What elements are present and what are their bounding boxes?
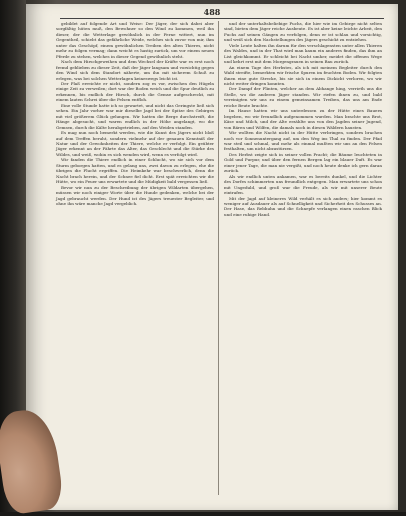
page-number: 488 [203,7,221,17]
book-page [26,4,398,510]
paragraph: Viele Leute halten ihn darum für den verschlagensten unter allen Thieren des Waldes, und in der That wird man kaum ein anderes finden, das ihm an List gleichkommt. Er schleicht bei Nacht umher, meidet die offenen Wege und kehrt erst mit dem Morgengrauen in seinen Bau zurück. [224,42,382,65]
paragraph: und der unterhaltsbeliebige Fuchs, die hier wie im Gebirge nicht selten sind, bieten dem Jäger reiche Ausbeute. Es ist aber keine leichte Arbeit, den Fuchs auf seinen Gängen zu verfolgen, denn er ist schlau und vorsichtig, und weiß sich den Nachstellungen des Jägers geschickt zu entziehen. [224,21,382,43]
paragraph: Wir fanden die Thiere endlich in einer Schlucht, wo sie sich vor dem Sturm geborgen hatten, und es gelang uns, zwei davon zu erlegen, ehe die übrigen die Flucht ergriffen. Die Heimkehr war beschwerlich, denn die Nacht brach herein, und der Schnee fiel dicht. Erst spät erreichten wir die Hütte, wo ein Feuer uns erwartete und die Müdigkeit bald vergessen ließ. [56,157,214,185]
left-column [56,21,214,206]
paragraph: Der Plaß erreichte er nicht, sondern zog es vor, zwischen den Hügeln einige Zeit zu verweilen; dort war der Boden weich und die Spur deutlich zu erkennen, bis endlich der Hirsch, durch die Gemse aufgeschreckt, mit einem lauten Schrei über die Felsen entfloh. [56,80,214,103]
paragraph: Es mag nun noch bemerkt werden, wie die Kunst des Jägers nicht bloß auf dem Treffen beruht, sondern vielmehr auf der genauen Kenntniß der Natur und der Gewohnheiten der Thiere, welche er verfolgt. Ein geübter Jäger erkennt an der Fährte das Alter, das Geschlecht und die Stärke des Wildes, und weiß, wohin es sich wenden wird, wenn es verfolgt wird. [56,130,214,157]
paragraph: Bevor wir nun zu der Beschreibung der übrigen Wildarten übergehen, müssen wir noch einiger Worte über die Hunde gedenken, welche bei der Jagd gebraucht werden. Der Hund ist des Jägers treuester Begleiter, und ohne ihn wäre manche Jagd vergeblich. [56,184,214,206]
paragraph: Des Herbst zeigte sich in seiner vollen Pracht; die Bäume leuchteten in Gold und Purpur, und über den fernen Bergen lag ein blauer Duft. Es war einer jener Tage, die man nie vergißt, und noch heute denke ich gern daran zurück. [224,151,382,174]
paragraph: Im Hause hatten wir uns unterdessen zu der Hütte eines Bauern begeben, wo wir freundlich aufgenommen wurden. Man brachte uns Brot, Käse und Milch, und der Alte erzählte uns von den Jagden seiner Jugend, von Bären und Wölfen, die damals noch in diesen Wäldern hausten. [224,108,382,130]
paragraph: Mit der Jagd auf kleineres Wild verhält es sich anders; hier kommt es weniger auf Ausdauer als auf Schnelligkeit und Sicherheit des Schusses an. Der Hase, das Rebhuhn und die Schnepfe verlangen einen raschen Blick und eine ruhige Hand. [224,195,382,217]
column-divider [218,21,219,495]
paragraph: An einem Tage des Herbstes, als ich mit meinem Begleiter durch den Wald streifte, bemerkten wir frische Spuren im feuchten Boden. Wir folgten ihnen eine gute Strecke, bis sie sich in einem Dickicht verloren, wo wir nicht weiter dringen konnten. [224,64,382,86]
right-column [224,21,382,217]
header-rule [60,18,384,19]
paragraph: Eine volle Stunde hatte ich so gewartet, und nicht das Geringste ließ sich sehen. Ein Jahr vorher war mir dieselbe Jagd bei der Spitze des Gebirges mit viel größerem Glück gelungen. Wir hatten die Berge durchstreift, die Hänge abgesucht, und waren endlich in der Höhe angelangt, wo die Gemsen, durch die Kälte herabgetrieben, auf den Weiden standen. [56,102,214,130]
paragraph: Wir wollten die Nacht nicht in der Hütte verbringen, sondern brachen noch vor Sonnenuntergang auf, um den Weg ins Thal zu finden. Der Pfad war steil und schmal, und mehr als einmal mußten wir uns an den Felsen festhalten, um nicht abzustürzen. [224,130,382,152]
paragraph: Nach dem Hirschgeweihen und dem Wechsel der Kräfte war es erst noch fremd geblieben zu dieser Zeit, daß der Jäger langsam und vorsichtig gegen den Wind sich dem Standort näherte, um ihn mit sicherem Schuß zu erlegen, was bei solchen Wetterlagen keineswegs leicht ist. [56,59,214,81]
paragraph: gebildet auf folgende Art und Weise: Der Jäger, der sich dabei aber sorgfältig hüten muß, den Bewohner so den Wind zu kommen, weil ihn dieser, der die Wetterlage gewöhnlich in der Ferne wittert, nun im Gegentheil, schiebt das gefährliche Weide, welches sich zuvor von mir, ihm unter das Geschöpf, einem gewöhnlichen Treiben des alten Thieres, nicht mehr zu folgen vermag; dann weicht es hastig zurück, um vor einem neuen Pferde zu stehen, welches in dieser Gegend gewöhnlich steht. [56,21,214,59]
paragraph: Als wir endlich unten ankamen, war es bereits dunkel, und die Lichter des Dorfes schimmerten uns freundlich entgegen. Man erwartete uns schon mit Ungeduld, und groß war die Freude, als wir mit unserer Beute eintrafen. [224,173,382,196]
paragraph: Der Dampf der Flinten, welcher an dem Abhange hing, verrieth uns die Stelle, wo die anderen Jäger standen. Wir riefen ihnen zu, und bald vereinigten wir uns zu einem gemeinsamen Treiben, das uns am Ende reiche Beute brachte. [224,86,382,108]
